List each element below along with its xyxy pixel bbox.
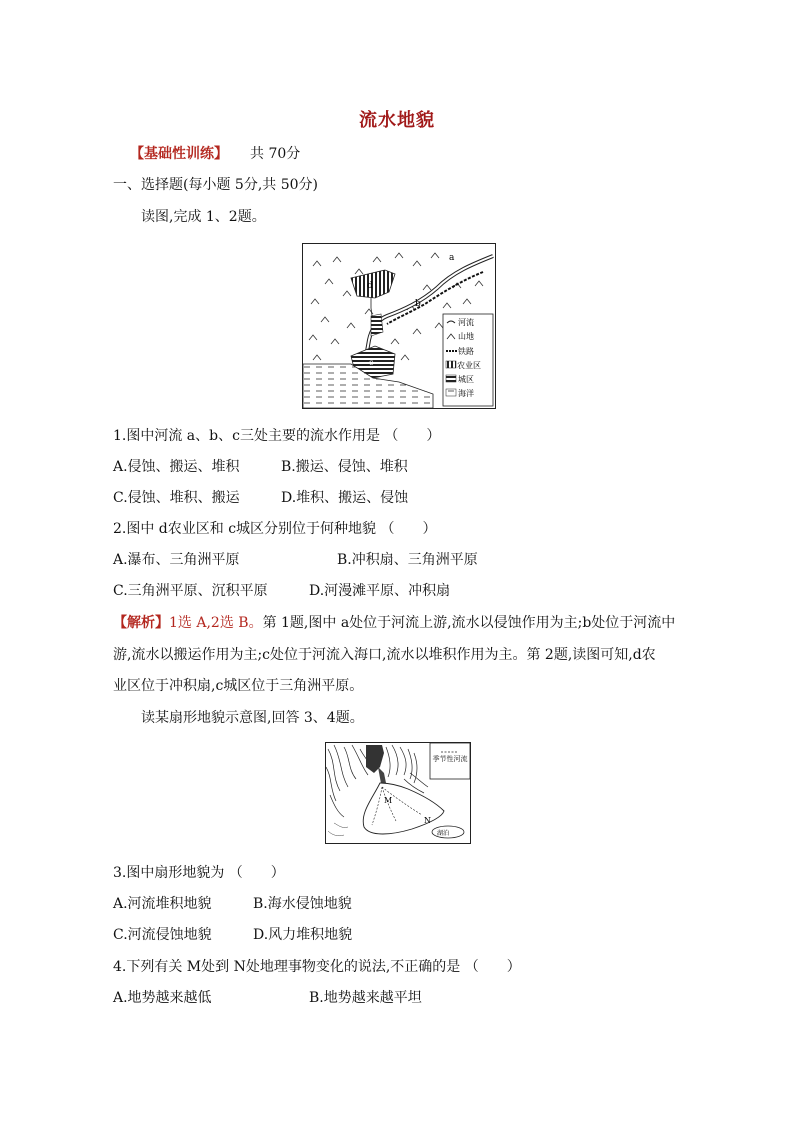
- q3-option-d: D.风力堆积地貌: [253, 927, 353, 943]
- legend-river: 河流: [458, 318, 474, 327]
- city-zone-b-area: [371, 314, 383, 336]
- q1-option-a: A.侵蚀、搬运、堆积: [113, 459, 240, 475]
- alluvial-fan: [363, 783, 444, 834]
- intro-1: 读图,完成 1、2题。: [141, 209, 266, 225]
- intro-2: 读某扇形地貌示意图,回答 3、4题。: [141, 710, 364, 726]
- q2-option-c: C.三角洲平原、沉积平原: [113, 583, 268, 599]
- q1-option-d: D.堆积、搬运、侵蚀: [281, 490, 409, 506]
- q3-stem: 3.图中扇形地貌为 （ ）: [113, 865, 285, 881]
- q3-option-a: A.河流堆积地貌: [113, 896, 212, 912]
- analysis-line-3: 业区位于冲积扇,c城区位于三角洲平原。: [113, 678, 364, 694]
- analysis-answer: 1选 A,2选 B。: [169, 615, 263, 631]
- training-score: 共 70分: [250, 146, 301, 162]
- legend-city: 城区: [458, 375, 474, 384]
- legend-agriculture: 农业区: [457, 361, 481, 370]
- q4-option-a: A.地势越来越低: [113, 990, 212, 1006]
- label-lake: 湖泊: [437, 830, 450, 837]
- label-m: M: [384, 796, 393, 805]
- label-d: d: [367, 281, 373, 291]
- plain-texture: [328, 823, 348, 836]
- q3-option-b: B.海水侵蚀地貌: [253, 896, 352, 912]
- map-legend: [443, 314, 493, 406]
- agriculture-legend-icon: [446, 361, 456, 368]
- q3-option-c: C.河流侵蚀地貌: [113, 927, 212, 943]
- city-legend-icon: [446, 375, 456, 382]
- q2-option-a: A.瀑布、三角洲平原: [113, 552, 240, 568]
- label-c: c: [369, 358, 374, 367]
- analysis-tag: 【解析】: [113, 615, 169, 631]
- q1-stem: 1.图中河流 a、b、c三处主要的流水作用是 （ ）: [113, 428, 441, 444]
- section-heading: 一、选择题(每小题 5分,共 50分): [113, 177, 318, 193]
- training-tag: 【基础性训练】: [130, 146, 228, 162]
- river-map: [303, 244, 495, 408]
- q2-option-b: B.冲积扇、三角洲平原: [337, 552, 478, 568]
- label-b: b: [415, 299, 421, 309]
- legend-mountain: 山地: [458, 332, 474, 341]
- map2-legend: [430, 743, 470, 779]
- q1-option-b: B.搬运、侵蚀、堆积: [281, 459, 408, 475]
- q2-stem: 2.图中 d农业区和 c城区分别位于何种地貌 （ ）: [113, 521, 437, 537]
- legend-railway: 铁路: [458, 347, 474, 356]
- ocean-legend-icon: [446, 389, 456, 396]
- fan-landform-figure: [325, 742, 471, 844]
- river-map-figure: [302, 243, 496, 409]
- training-header: [130, 145, 300, 163]
- page-title: 流水地貌: [359, 110, 435, 131]
- fan-landform-map: [326, 743, 470, 843]
- legend-ocean: 海洋: [458, 389, 474, 398]
- analysis-line-1: 【解析】1选 A,2选 B。第 1题,图中 a处位于河流上游,流水以侵蚀作用为主;b处位于河流中: [113, 615, 676, 631]
- q1-option-c: C.侵蚀、堆积、搬运: [113, 490, 240, 506]
- legend-seasonal-river: 季节性河流: [432, 755, 468, 763]
- q4-stem: 4.下列有关 M处到 N处地理事物变化的说法,不正确的是 （ ）: [113, 959, 521, 975]
- q4-option-b: B.地势越来越平坦: [309, 990, 422, 1006]
- analysis-line-2: 游,流水以搬运作用为主;c处位于河流入海口,流水以堆积作用为主。第 2题,读图可知,d农: [113, 647, 656, 663]
- label-a: a: [449, 253, 455, 263]
- label-n: N: [424, 816, 431, 825]
- agriculture-zone-d: [351, 270, 395, 298]
- q2-option-d: D.河漫滩平原、冲积扇: [309, 583, 451, 599]
